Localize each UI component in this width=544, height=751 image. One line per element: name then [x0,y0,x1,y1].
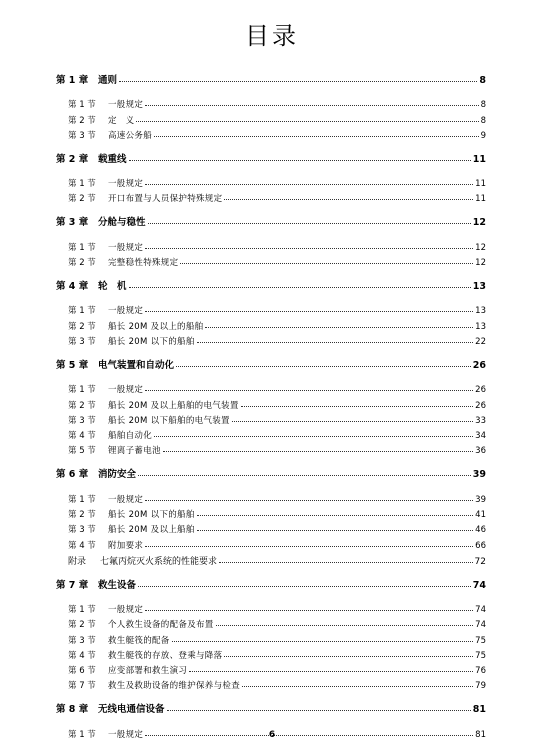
toc-section-entry[interactable] [56,189,486,204]
dot-leader [119,80,477,82]
toc-entry-title: 开口布置与人员保护特殊规定 [108,194,223,205]
toc-chapter-entry[interactable] [56,700,486,715]
toc-entry-page: 13 [472,281,486,293]
toc-entry-page: 66 [475,540,486,551]
dot-leader [189,670,473,672]
toc-section-entry[interactable] [56,95,486,110]
toc-entry-title: 七氟丙烷灭火系统的性能要求 [100,556,218,567]
dot-leader [241,405,474,407]
toc-entry-number: 第 4 章 [56,281,89,293]
toc-entry-title: 无线电通信设备 [98,704,165,716]
toc-section-entry[interactable] [56,426,486,441]
toc-entry-title: 载重线 [98,153,127,165]
toc-chapter-entry[interactable] [56,213,486,228]
dot-leader [145,545,473,547]
toc-entry-number: 第 2 节 [68,510,96,521]
toc-entry-number: 第 2 节 [68,115,96,126]
dot-leader [145,104,478,106]
toc-entry-title: 应变部署和救生演习 [108,666,188,677]
toc-entry-title: 一般规定 [108,729,144,740]
toc-section-entry[interactable] [56,126,486,141]
dot-leader [176,365,471,367]
toc-entry-number: 第 2 节 [68,321,96,332]
toc-entry-number: 第 2 章 [56,153,89,165]
toc-section-entry[interactable] [56,174,486,189]
toc-entry-number: 第 2 节 [68,258,96,269]
dot-leader [154,435,473,437]
toc-entry-title: 船长 20M 以下的船舶 [108,510,195,521]
dot-leader [197,514,474,516]
dot-leader [180,262,473,264]
toc-entry-page: 22 [475,336,486,347]
toc-entry-number: 第 1 节 [68,306,96,317]
toc-entry-page: 34 [475,431,486,442]
toc-entry-number: 第 1 节 [68,179,96,190]
toc-section-entry[interactable] [56,505,486,520]
toc-section-entry[interactable] [56,615,486,630]
toc-entry-number: 第 8 章 [56,704,89,716]
dot-leader [129,159,471,161]
toc-entry-title: 锂离子蓄电池 [108,446,161,457]
dot-leader [224,198,473,200]
dot-leader [163,450,473,452]
toc-entry-number: 第 3 节 [68,130,96,141]
toc-entry-title: 船舶自动化 [108,431,153,442]
dot-leader [145,389,473,391]
toc-entry-number: 第 4 节 [68,650,96,661]
toc-section-entry[interactable] [56,380,486,395]
toc-section-entry[interactable] [56,520,486,535]
toc-entry-title: 通则 [98,75,118,86]
dot-leader [242,685,473,687]
toc-entry-page: 81 [475,729,486,740]
toc-entry-page: 74 [475,604,486,615]
toc-entry-page: 11 [472,153,486,165]
toc-chapter-entry[interactable] [56,277,486,292]
toc-entry-title: 个人救生设备的配备及布置 [108,620,214,631]
toc-section-entry[interactable] [56,110,486,125]
dot-leader [205,326,473,328]
toc-entry-page: 13 [475,321,486,332]
toc-section-entry[interactable] [56,441,486,456]
toc-entry-title: 一般规定 [108,306,144,317]
toc-section-entry[interactable] [56,661,486,676]
toc-entry-page: 75 [475,650,486,661]
toc-entry-number: 第 1 节 [68,100,96,111]
toc-entry-title: 救生设备 [98,579,137,591]
dot-leader [138,585,471,587]
toc-section-entry[interactable] [56,301,486,316]
toc-entry-title: 一般规定 [108,385,144,396]
toc-entry-page: 26 [472,359,486,371]
toc-section-entry[interactable] [56,253,486,268]
toc-entry-title: 电气装置和自动化 [98,359,175,371]
dot-leader [167,709,471,711]
toc-entry-number: 第 6 节 [68,666,96,677]
toc-entry-title: 船长 20M 及以上的船舶 [108,321,204,332]
toc-chapter-entry[interactable] [56,356,486,371]
toc-entry-page: 11 [475,179,486,190]
toc-entry-page: 41 [475,510,486,521]
toc-entry-number: 第 1 节 [68,242,96,253]
toc-entry-page: 12 [475,258,486,269]
toc-entry-number: 第 3 节 [68,336,96,347]
toc-entry-page: 8 [480,115,486,126]
toc-entry-number: 第 3 节 [68,635,96,646]
dot-leader [145,183,473,185]
dot-leader [145,247,473,249]
toc-entry-number: 第 4 节 [68,431,96,442]
toc-entry-page: 36 [475,446,486,457]
toc-entry-number: 第 3 节 [68,415,96,426]
toc-entry-title: 救生及救助设备的维护保养与检查 [108,681,241,692]
toc-entry-number: 第 1 节 [68,494,96,505]
toc-entry-title: 一般规定 [108,242,144,253]
toc-entry-page: 26 [475,385,486,396]
toc-entry-number: 第 3 节 [68,525,96,536]
dot-leader [216,624,474,626]
dot-leader [148,222,471,224]
dot-leader [145,499,473,501]
dot-leader [154,135,479,137]
toc-entry-page: 26 [475,400,486,411]
toc-entry-title: 一般规定 [108,100,144,111]
toc-entry-number: 第 1 节 [68,604,96,615]
toc-entry-number: 第 1 节 [68,729,96,740]
toc-section-entry[interactable] [56,535,486,550]
toc-entry-page: 9 [480,130,486,141]
toc-entry-title: 高速公务船 [108,130,153,141]
toc-entry-page: 13 [475,306,486,317]
toc-entry-page: 81 [472,704,486,716]
toc-entry-page: 76 [475,666,486,677]
toc-entry-title: 一般规定 [108,179,144,190]
toc-entry-number: 第 2 节 [68,620,96,631]
toc-entry-number: 附录 [68,556,87,567]
toc-entry-number: 第 5 章 [56,359,89,371]
toc-entry-page: 11 [475,194,486,205]
toc-entry-number: 第 6 章 [56,469,89,481]
dot-leader [224,655,473,657]
dot-leader [172,640,474,642]
toc-entry-page: 72 [474,556,486,567]
toc-entry-title: 一般规定 [108,604,144,615]
dot-leader [145,310,473,312]
toc-entry-number: 第 3 章 [56,217,89,229]
toc-entry-page: 46 [475,525,486,536]
toc-entry-title: 分舱与稳性 [98,217,146,229]
toc-section-entry[interactable] [56,316,486,331]
dot-leader [232,420,473,422]
toc-entry-title: 轮 机 [98,281,127,293]
toc-entry-number: 第 7 节 [68,681,96,692]
toc-entry-number: 第 4 节 [68,540,96,551]
page-number: 6 [268,730,276,740]
toc-section-entry[interactable] [56,237,486,252]
toc-entry-number: 第 5 节 [68,446,96,457]
toc-entry-number: 第 2 节 [68,400,96,411]
page-title: 目录 [245,22,299,50]
toc-entry-title: 船长 20M 及以上船舶 [108,525,195,536]
toc-chapter-entry[interactable] [56,71,486,86]
toc-entry-page: 74 [475,620,486,631]
toc-entry-number: 第 1 节 [68,385,96,396]
dot-leader [197,529,474,531]
toc-section-entry[interactable] [56,332,486,347]
dot-leader [129,286,471,288]
toc-entry-page: 79 [475,681,486,692]
dot-leader [145,609,473,611]
toc-entry-number: 第 7 章 [56,579,89,591]
toc-section-entry[interactable] [56,411,486,426]
toc-entry-title: 完整稳性特殊规定 [108,258,179,269]
toc-entry-title: 船长 20M 以下的船舶 [108,336,195,347]
toc-entry-page: 12 [475,242,486,253]
toc-section-entry[interactable] [56,489,486,504]
toc-entry-page: 39 [475,494,486,505]
toc-section-entry[interactable] [56,676,486,691]
toc-chapter-entry[interactable] [56,576,486,591]
dot-leader [138,474,471,476]
toc-entry-page: 74 [472,579,486,591]
toc-entry-title: 消防安全 [98,469,137,481]
toc-entry-page: 75 [475,635,486,646]
toc-entry-number: 第 1 章 [56,75,89,86]
toc-section-entry[interactable] [56,630,486,645]
toc-section-entry[interactable] [56,646,486,661]
toc-entry-title: 船长 20M 及以上船舶的电气装置 [108,400,239,411]
table-of-contents [56,62,486,740]
toc-chapter-entry[interactable] [56,465,486,480]
toc-entry-number: 第 2 节 [68,194,96,205]
dot-leader [197,341,474,343]
toc-entry-title: 救生艇筏的存放、登乘与降落 [108,650,223,661]
toc-chapter-entry[interactable] [56,150,486,165]
toc-entry-page: 8 [480,100,486,111]
dot-leader [136,120,478,122]
toc-entry-page: 39 [472,469,486,481]
toc-entry-title: 附加要求 [108,540,144,551]
toc-entry-page: 12 [472,217,486,229]
toc-section-entry[interactable] [56,600,486,615]
toc-section-entry[interactable] [56,395,486,410]
dot-leader [219,561,473,563]
toc-entry-title: 救生艇筏的配备 [108,635,170,646]
toc-entry-page: 33 [475,415,486,426]
toc-entry-page: 8 [479,75,486,86]
toc-appendix-entry[interactable] [56,551,486,567]
toc-entry-title: 船长 20M 以下船舶的电气装置 [108,415,230,426]
toc-entry-title: 定 义 [108,115,135,126]
toc-entry-title: 一般规定 [108,494,144,505]
